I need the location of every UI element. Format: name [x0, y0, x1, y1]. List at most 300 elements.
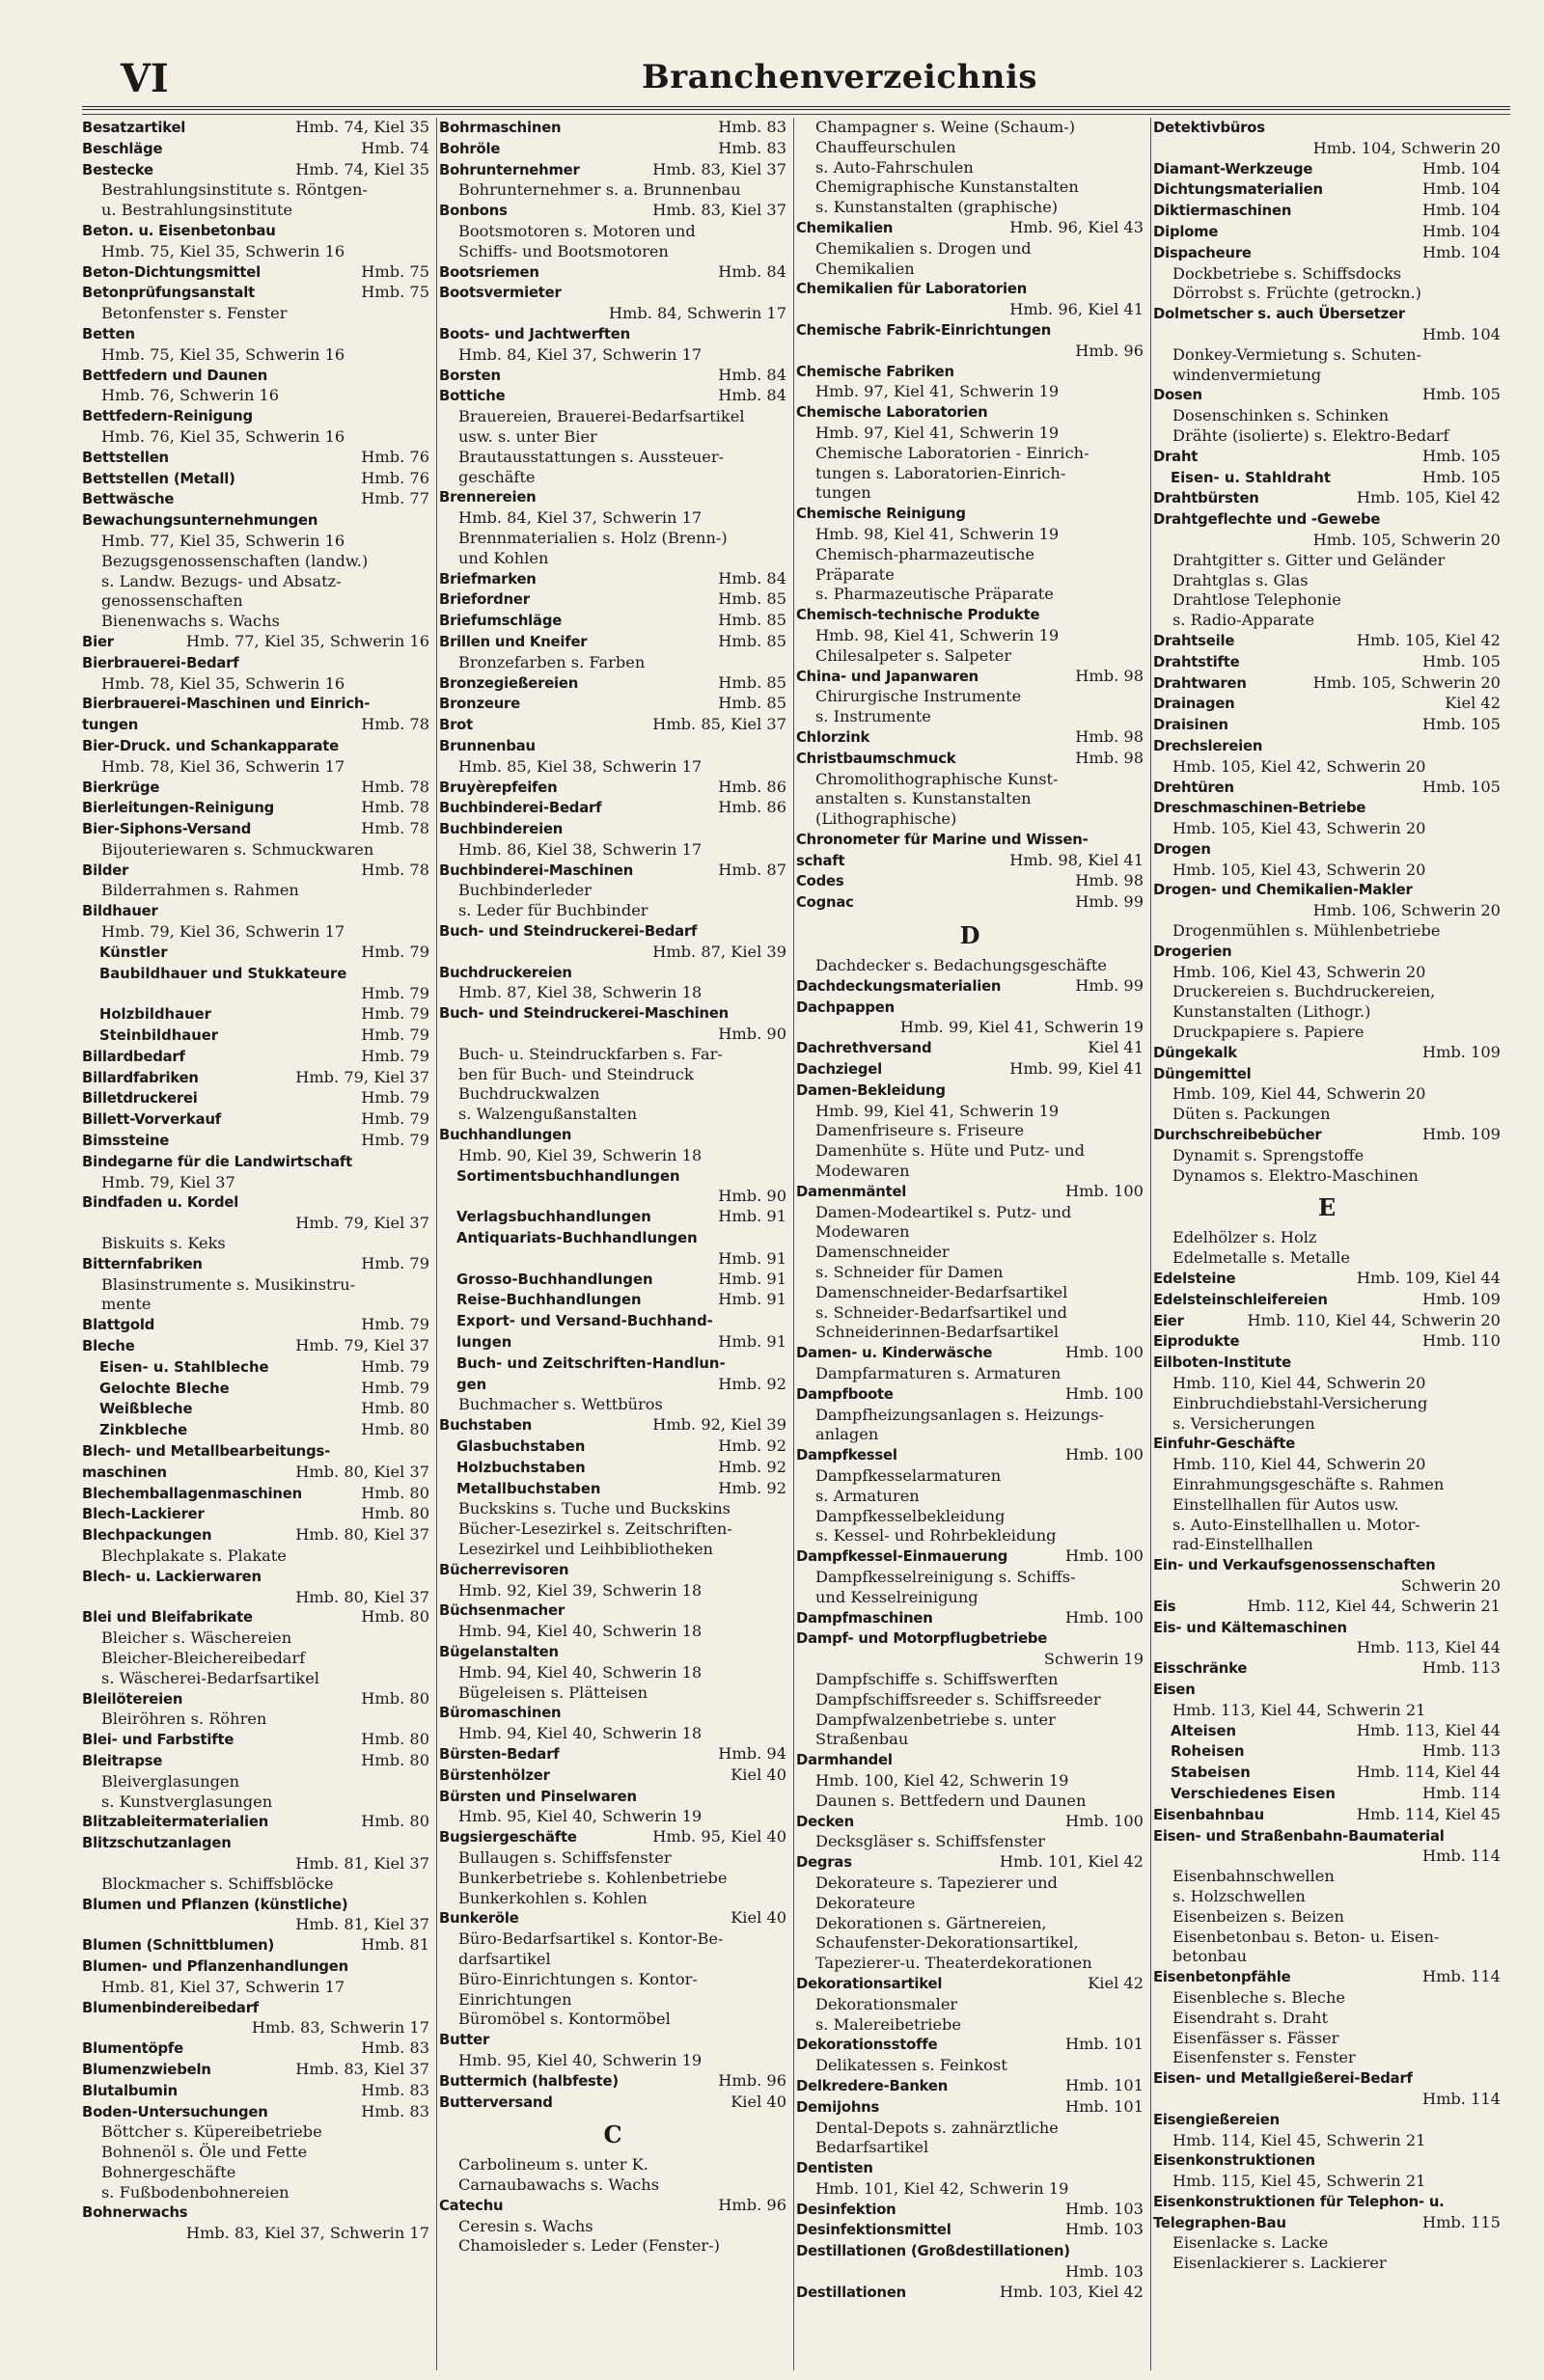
entry-heading: Bleilötereien — [82, 1690, 183, 1708]
entry-heading: Buchbinderei-Bedarf — [439, 800, 602, 817]
entry-reference: Hmb. 84, Schwerin 17 — [608, 304, 786, 323]
directory-entry — [796, 851, 1144, 872]
entry-reference: Hmb. 114, Kiel 45 — [1356, 1804, 1501, 1823]
directory-entry — [796, 1832, 1144, 1852]
directory-entry — [82, 2102, 429, 2123]
directory-entry — [1153, 1967, 1501, 1988]
entry-heading: Eis — [1153, 1598, 1176, 1615]
entry-text: Tapezierer-u. Theaterdekorationen — [815, 1954, 1092, 1973]
directory-entry — [439, 1065, 786, 1085]
directory-entry — [439, 798, 786, 819]
entry-text: Eisenbleche s. Bleche — [1172, 1987, 1345, 2007]
entry-text: Hmb. 75, Kiel 35, Schwerin 16 — [101, 344, 345, 364]
entry-reference: Hmb. 83, Schwerin 17 — [251, 2018, 429, 2038]
entry-heading: Chemische Fabrik-Einrichtungen — [796, 321, 1052, 339]
directory-entry — [82, 160, 429, 181]
entry-text: Schneiderinnen-Bedarfsartikel — [815, 1323, 1060, 1342]
entry-heading: Bleitrapse — [82, 1752, 163, 1769]
entry-heading: Billett-Vorverkauf — [82, 1111, 222, 1129]
entry-heading: Drahtbürsten — [1153, 490, 1259, 507]
directory-entry — [82, 1567, 429, 1588]
entry-reference: Hmb. 100 — [1064, 1546, 1144, 1566]
entry-text: Bügeleisen s. Plätteisen — [458, 1682, 648, 1702]
directory-entry — [439, 673, 786, 695]
entry-reference: Hmb. 104 — [1421, 324, 1501, 343]
entry-reference: Hmb. 85 — [718, 589, 786, 609]
entry-text: Carnaubawachs s. Wachs — [458, 2175, 660, 2195]
directory-columns — [82, 118, 1510, 2370]
entry-heading: maschinen — [82, 1464, 167, 1481]
entry-text: Düten s. Packungen — [1172, 1105, 1331, 1124]
directory-entry — [439, 1908, 786, 1929]
directory-entry — [1153, 1002, 1501, 1023]
entry-reference: Hmb. 115 — [1421, 2212, 1501, 2231]
directory-entry — [82, 2122, 429, 2143]
entry-heading: Eisen- und Straßenbahn-Baumaterial — [1153, 1827, 1445, 1845]
directory-entry — [82, 1525, 429, 1546]
directory-entry — [796, 1243, 1144, 1263]
entry-reference: Hmb. 112, Kiel 44, Schwerin 21 — [1247, 1596, 1501, 1615]
entry-text: Dynamos s. Elektro-Maschinen — [1172, 1165, 1419, 1185]
directory-entry — [82, 221, 429, 242]
entry-reference: Hmb. 80 — [361, 1750, 429, 1769]
entry-heading: Dachziegel — [796, 1061, 882, 1079]
entry-text: Einstellhallen für Autos usw. — [1172, 1494, 1399, 1514]
entry-heading: Drogen — [1153, 840, 1211, 858]
entry-reference: Hmb. 92, Kiel 39 — [652, 1415, 786, 1435]
directory-entry — [82, 427, 429, 448]
directory-entry — [796, 320, 1144, 342]
directory-entry — [796, 1203, 1144, 1223]
directory-entry — [796, 239, 1144, 260]
directory-entry — [439, 1166, 786, 1188]
directory-entry — [1153, 1495, 1501, 1516]
entry-heading: Chemisch-technische Produkte — [796, 607, 1040, 624]
directory-entry — [82, 694, 429, 715]
directory-entry — [796, 2179, 1144, 2200]
directory-entry — [796, 2035, 1144, 2056]
entry-text: Bunkerbetriebe s. Kohlenbetriebe — [458, 1868, 728, 1887]
entry-heading: Destillationen (Großdestillationen) — [796, 2243, 1070, 2260]
entry-text: Daunen s. Bettfedern und Daunen — [815, 1791, 1087, 1810]
directory-entry — [439, 508, 786, 529]
entry-subheading: Export- und Versand-Buchhand- — [456, 1313, 713, 1330]
directory-entry — [796, 444, 1144, 464]
entry-reference: Hmb. 98 — [1075, 748, 1144, 767]
directory-entry — [439, 611, 786, 632]
directory-entry — [439, 1663, 786, 1683]
entry-text: Hmb. 78, Kiel 35, Schwerin 16 — [101, 673, 345, 693]
directory-entry — [1153, 819, 1501, 839]
entry-reference: Hmb. 109 — [1421, 1042, 1501, 1061]
entry-heading: schaft — [796, 852, 845, 869]
entry-reference: Hmb. 79, Kiel 37 — [295, 1336, 429, 1355]
entry-reference: Hmb. 100 — [1064, 1383, 1144, 1403]
entry-heading: Edelsteine — [1153, 1271, 1236, 1288]
entry-reference: Hmb. 90 — [718, 1025, 786, 1044]
directory-entry — [82, 386, 429, 406]
directory-entry — [796, 260, 1144, 280]
directory-entry — [796, 1670, 1144, 1690]
directory-entry — [796, 1081, 1144, 1102]
directory-entry — [1153, 2110, 1501, 2131]
directory-entry — [439, 1970, 786, 1990]
directory-entry — [82, 1772, 429, 1792]
page-title: Branchenverzeichnis — [642, 58, 1038, 96]
directory-entry — [796, 1628, 1144, 1650]
entry-reference: Hmb. 105 — [1421, 715, 1501, 734]
entry-heading: Blumen (Schnittblumen) — [82, 1937, 275, 1955]
directory-entry — [439, 819, 786, 840]
directory-entry — [1153, 406, 1501, 426]
directory-entry — [439, 2010, 786, 2030]
entry-reference: Hmb. 104 — [1421, 242, 1501, 261]
entry-reference: Hmb. 80 — [361, 1420, 429, 1439]
directory-entry — [796, 424, 1144, 444]
directory-entry — [82, 1068, 429, 1089]
entry-text: Hmb. 94, Kiel 40, Schwerin 18 — [458, 1662, 703, 1682]
directory-entry — [439, 1249, 786, 1270]
entry-text: Chemikalien s. Drogen und — [815, 238, 1032, 258]
entry-heading: Bimssteine — [82, 1133, 170, 1150]
directory-entry — [796, 464, 1144, 484]
directory-entry — [1153, 1763, 1501, 1784]
entry-reference: Hmb. 87 — [718, 860, 786, 879]
directory-entry — [82, 1152, 429, 1173]
entry-heading: Bier-Druck. und Schankapparate — [82, 737, 340, 754]
entry-text: Bestrahlungsinstitute s. Röntgen- — [101, 180, 368, 200]
entry-heading: Dachrethversand — [796, 1040, 932, 1057]
entry-reference: Hmb. 83 — [361, 2101, 429, 2120]
directory-entry — [796, 1974, 1144, 1995]
directory-entry — [796, 2076, 1144, 2097]
entry-text: s. Wäscherei-Bedarfsartikel — [101, 1668, 319, 1687]
entry-heading: Codes — [796, 873, 844, 890]
directory-entry — [82, 1998, 429, 2019]
directory-entry — [439, 694, 786, 715]
directory-entry — [82, 1978, 429, 1998]
entry-text: Büro-Einrichtungen s. Kontor- — [458, 1969, 698, 1988]
entry-heading: Drahtstifte — [1153, 653, 1240, 670]
entry-reference: Hmb. 92 — [718, 1374, 786, 1393]
entry-reference: Hmb. 80 — [361, 1730, 429, 1749]
directory-entry — [82, 552, 429, 572]
entry-heading: Blumen und Pflanzen (künstliche) — [82, 1896, 348, 1913]
directory-entry — [796, 707, 1144, 727]
directory-entry — [1153, 571, 1501, 591]
entry-heading: Butter — [439, 2032, 490, 2049]
directory-entry — [439, 2217, 786, 2237]
directory-entry — [439, 1765, 786, 1787]
directory-entry — [796, 1487, 1144, 1507]
directory-entry — [82, 1131, 429, 1152]
entry-heading: Chemische Reinigung — [796, 506, 966, 523]
directory-entry — [439, 1045, 786, 1065]
entry-text: Bezugsgenossenschaften (landw.) — [101, 551, 369, 570]
directory-entry — [82, 139, 429, 160]
directory-entry — [796, 382, 1144, 402]
entry-reference: Hmb. 113 — [1421, 1658, 1501, 1678]
entry-heading: Dachpappen — [796, 999, 895, 1016]
directory-entry — [796, 1283, 1144, 1303]
directory-entry — [796, 667, 1144, 688]
entry-heading: Bierbrauerei-Bedarf — [82, 654, 239, 671]
entry-subheading: Verschiedenes Eisen — [1171, 1785, 1336, 1802]
directory-entry — [439, 921, 786, 943]
entry-heading: Blutalbumin — [82, 2082, 178, 2099]
directory-entry — [796, 2056, 1144, 2076]
directory-entry — [439, 468, 786, 488]
entry-reference: Hmb. 105 — [1421, 777, 1501, 796]
directory-entry — [796, 1263, 1144, 1283]
directory-entry — [1153, 1805, 1501, 1826]
entry-text: Edelmetalle s. Metalle — [1172, 1248, 1350, 1268]
directory-entry — [1153, 1947, 1501, 1967]
entry-heading: Bindegarne für die Landwirtschaft — [82, 1153, 353, 1170]
directory-entry — [1153, 1887, 1501, 1907]
directory-entry — [1153, 1166, 1501, 1187]
entry-text: Dampfwalzenbetriebe s. unter — [815, 1710, 1056, 1729]
entry-text: Dampfschiffe s. Schiffswerften — [815, 1669, 1059, 1688]
entry-heading: Bierkrüge — [82, 779, 160, 796]
entry-heading: Decken — [796, 1813, 854, 1830]
directory-entry — [1153, 2009, 1501, 2029]
entry-reference: Hmb. 92 — [718, 1436, 786, 1455]
entry-reference: Hmb. 85, Kiel 37 — [652, 715, 786, 734]
directory-entry — [82, 118, 429, 139]
page-header — [121, 56, 1510, 104]
entry-text: Bohrunternehmer s. a. Brunnenbau — [458, 180, 741, 200]
entry-heading: Brot — [439, 717, 474, 734]
directory-entry — [439, 1125, 786, 1146]
entry-heading: Buttermich (halbfeste) — [439, 2072, 619, 2090]
directory-entry — [439, 881, 786, 901]
entry-text: Drahtglas s. Glas — [1172, 570, 1309, 589]
directory-entry — [1153, 551, 1501, 571]
entry-heading: Eilboten-Institute — [1153, 1354, 1291, 1372]
directory-entry — [439, 1395, 786, 1415]
entry-reference: Hmb. 98, Kiel 41 — [1009, 850, 1144, 869]
directory-entry — [1153, 757, 1501, 778]
directory-entry — [82, 262, 429, 284]
entry-heading: Demijohns — [796, 2098, 880, 2116]
directory-entry — [1153, 2090, 1501, 2110]
directory-entry — [82, 653, 429, 674]
entry-subheading: Holzbuchstaben — [456, 1459, 586, 1476]
entry-subheading: Weißbleche — [99, 1401, 193, 1418]
entry-heading: Blechpackungen — [82, 1527, 212, 1545]
entry-reference: Hmb. 74, Kiel 35 — [295, 159, 429, 178]
directory-entry — [82, 1854, 429, 1874]
directory-entry — [82, 1295, 429, 1315]
entry-heading: Bilder — [82, 862, 129, 879]
entry-heading: Drainagen — [1153, 696, 1235, 713]
directory-entry — [796, 1568, 1144, 1588]
directory-entry — [82, 1874, 429, 1895]
directory-entry — [439, 1499, 786, 1519]
entry-text: Hmb. 109, Kiel 44, Schwerin 20 — [1172, 1084, 1426, 1104]
directory-entry — [82, 1504, 429, 1525]
directory-entry — [796, 1406, 1144, 1426]
entry-text: Chromolithographische Kunst- — [815, 769, 1059, 788]
entry-reference: Hmb. 79 — [361, 942, 429, 961]
directory-entry — [439, 160, 786, 181]
directory-entry — [796, 2241, 1144, 2262]
entry-heading: Chemische Fabriken — [796, 363, 954, 380]
directory-entry — [1153, 861, 1501, 881]
directory-entry — [1153, 1535, 1501, 1555]
entry-text: windenvermietung — [1172, 365, 1322, 384]
directory-entry — [1153, 426, 1501, 447]
entry-reference: Hmb. 84 — [718, 568, 786, 588]
directory-entry — [1153, 139, 1501, 159]
entry-heading: Bestecke — [82, 161, 153, 178]
entry-reference: Hmb. 96 — [718, 2195, 786, 2214]
directory-entry — [1153, 1784, 1501, 1805]
entry-heading: China- und Japanwaren — [796, 668, 979, 685]
entry-subheading: Eisen- u. Stahldraht — [1171, 469, 1331, 486]
directory-entry — [1153, 1907, 1501, 1928]
entry-heading: Buchstaben — [439, 1417, 533, 1435]
entry-text: Hmb. 86, Kiel 38, Schwerin 17 — [458, 839, 703, 859]
directory-entry — [1153, 673, 1501, 695]
entry-heading: Blumen- und Pflanzenhandlungen — [82, 1957, 348, 1975]
directory-entry — [82, 1109, 429, 1131]
entry-reference: Hmb. 86 — [718, 777, 786, 796]
entry-heading: Dampfmaschinen — [796, 1609, 933, 1627]
entry-heading: Destillationen — [796, 2284, 907, 2301]
directory-entry — [82, 489, 429, 510]
directory-entry — [796, 976, 1144, 998]
entry-text: Champagner s. Weine (Schaum-) — [815, 118, 1076, 136]
directory-entry — [82, 1915, 429, 1935]
directory-entry — [1153, 2029, 1501, 2049]
entry-text: Hmb. 98, Kiel 41, Schwerin 19 — [815, 524, 1060, 543]
directory-entry — [796, 342, 1144, 362]
entry-text: Chamoisleder s. Leder (Fenster-) — [458, 2236, 720, 2256]
entry-text: Brauereien, Brauerei-Bedarfsartikel — [458, 407, 745, 426]
entry-heading: Buchbinderei-Maschinen — [439, 862, 634, 879]
directory-entry — [1153, 1826, 1501, 1847]
entry-text: Bijouteriewaren s. Schmuckwaren — [101, 839, 374, 859]
directory-entry — [439, 2071, 786, 2093]
directory-entry — [439, 1744, 786, 1765]
directory-entry — [1153, 982, 1501, 1002]
directory-entry — [1153, 942, 1501, 963]
entry-reference: Hmb. 79 — [361, 1046, 429, 1065]
entry-text: Bleicher s. Wäschereien — [101, 1628, 292, 1648]
entry-text: Drahtgitter s. Gitter und Geländer — [1172, 550, 1446, 569]
directory-entry — [1153, 1353, 1501, 1374]
directory-entry — [439, 1807, 786, 1827]
entry-text: Hmb. 75, Kiel 35, Schwerin 16 — [101, 241, 345, 260]
directory-entry — [1153, 243, 1501, 264]
directory-entry — [439, 1990, 786, 2011]
entry-reference: Hmb. 98 — [1075, 666, 1144, 685]
entry-reference: Hmb. 79 — [361, 1026, 429, 1045]
directory-entry — [1153, 2172, 1501, 2192]
entry-text: Blasinstrumente s. Musikinstru- — [101, 1274, 356, 1294]
directory-entry — [1153, 736, 1501, 757]
entry-reference: Hmb. 110 — [1421, 1331, 1501, 1351]
entry-heading: Bleche — [82, 1338, 135, 1355]
directory-entry — [1153, 1597, 1501, 1618]
directory-entry — [439, 1415, 786, 1436]
directory-entry — [439, 589, 786, 611]
directory-entry — [796, 892, 1144, 914]
entry-subheading: Baubildhauer und Stukkateure — [99, 965, 347, 982]
entry-text: s. Fußbodenbohnereien — [101, 2182, 290, 2202]
directory-entry — [1153, 2233, 1501, 2254]
entry-text: Hmb. 110, Kiel 44, Schwerin 20 — [1172, 1455, 1426, 1474]
entry-reference: Hmb. 77 — [361, 489, 429, 508]
entry-text: Hmb. 95, Kiel 40, Schwerin 19 — [458, 1807, 703, 1826]
entry-heading: Christbaumschmuck — [796, 750, 956, 767]
directory-entry — [82, 2081, 429, 2102]
directory-entry — [1153, 2131, 1501, 2151]
entry-heading: Drechslereien — [1153, 737, 1263, 754]
directory-entry — [439, 222, 786, 242]
entry-text: Hmb. 98, Kiel 41, Schwerin 19 — [815, 625, 1060, 644]
entry-text: Hmb. 87, Kiel 38, Schwerin 18 — [458, 983, 703, 1002]
entry-subheading: Gelochte Bleche — [99, 1380, 230, 1397]
directory-entry — [439, 1889, 786, 1909]
entry-text: s. Walzengußanstalten — [458, 1105, 638, 1124]
entry-reference: Hmb. 84 — [718, 365, 786, 384]
entry-heading: Briefordner — [439, 591, 530, 609]
directory-entry — [1153, 385, 1501, 406]
entry-heading: Drehtüren — [1153, 779, 1234, 796]
entry-text: Blockmacher s. Schiffsblöcke — [101, 1874, 334, 1893]
entry-text: Modewaren — [815, 1222, 910, 1242]
entry-heading: Bonbons — [439, 203, 508, 220]
entry-text: Druckpapiere s. Papiere — [1172, 1023, 1365, 1042]
entry-reference: Hmb. 79 — [361, 1004, 429, 1024]
entry-reference: Hmb. 96 — [718, 2070, 786, 2090]
entry-heading: Cognac — [796, 894, 854, 912]
entry-heading: Bildhauer — [82, 903, 158, 920]
directory-entry — [796, 118, 1144, 138]
entry-subheading: Steinbildhauer — [99, 1027, 219, 1045]
entry-heading: Buch- und Steindruckerei-Maschinen — [439, 1005, 730, 1023]
letter-heading: C — [603, 2120, 622, 2149]
directory-entry — [82, 1546, 429, 1567]
entry-heading: Bindfaden u. Kordel — [82, 1194, 239, 1212]
directory-entry — [796, 525, 1144, 545]
entry-heading: Blattgold — [82, 1317, 155, 1334]
directory-entry — [796, 1608, 1144, 1629]
entry-text: Damenschneider-Bedarfsartikel — [815, 1282, 1068, 1301]
entry-text: Ceresin s. Wachs — [458, 2216, 593, 2235]
entry-subheading: Stabeisen — [1171, 1764, 1251, 1782]
entry-heading: Blechemballagenmaschinen — [82, 1485, 302, 1502]
entry-text: Dampfschiffsreeder s. Schiffsreeder — [815, 1689, 1101, 1709]
entry-reference: Hmb. 99, Kiel 41 — [1009, 1059, 1144, 1079]
column-1 — [82, 118, 429, 2370]
directory-entry — [82, 2183, 429, 2203]
entry-heading: Bettwäsche — [82, 491, 175, 508]
entry-heading: Dreschmaschinen-Betriebe — [1153, 800, 1366, 817]
directory-entry — [1153, 1311, 1501, 1332]
directory-entry — [82, 1336, 429, 1357]
entry-reference: Hmb. 76 — [361, 468, 429, 487]
directory-entry — [796, 1914, 1144, 1934]
entry-heading: Dampfboote — [796, 1385, 894, 1403]
directory-entry — [1153, 531, 1501, 551]
directory-entry — [1153, 304, 1501, 325]
entry-reference: Hmb. 78 — [361, 860, 429, 879]
entry-text: Hmb. 81, Kiel 37, Schwerin 17 — [101, 1977, 345, 1996]
